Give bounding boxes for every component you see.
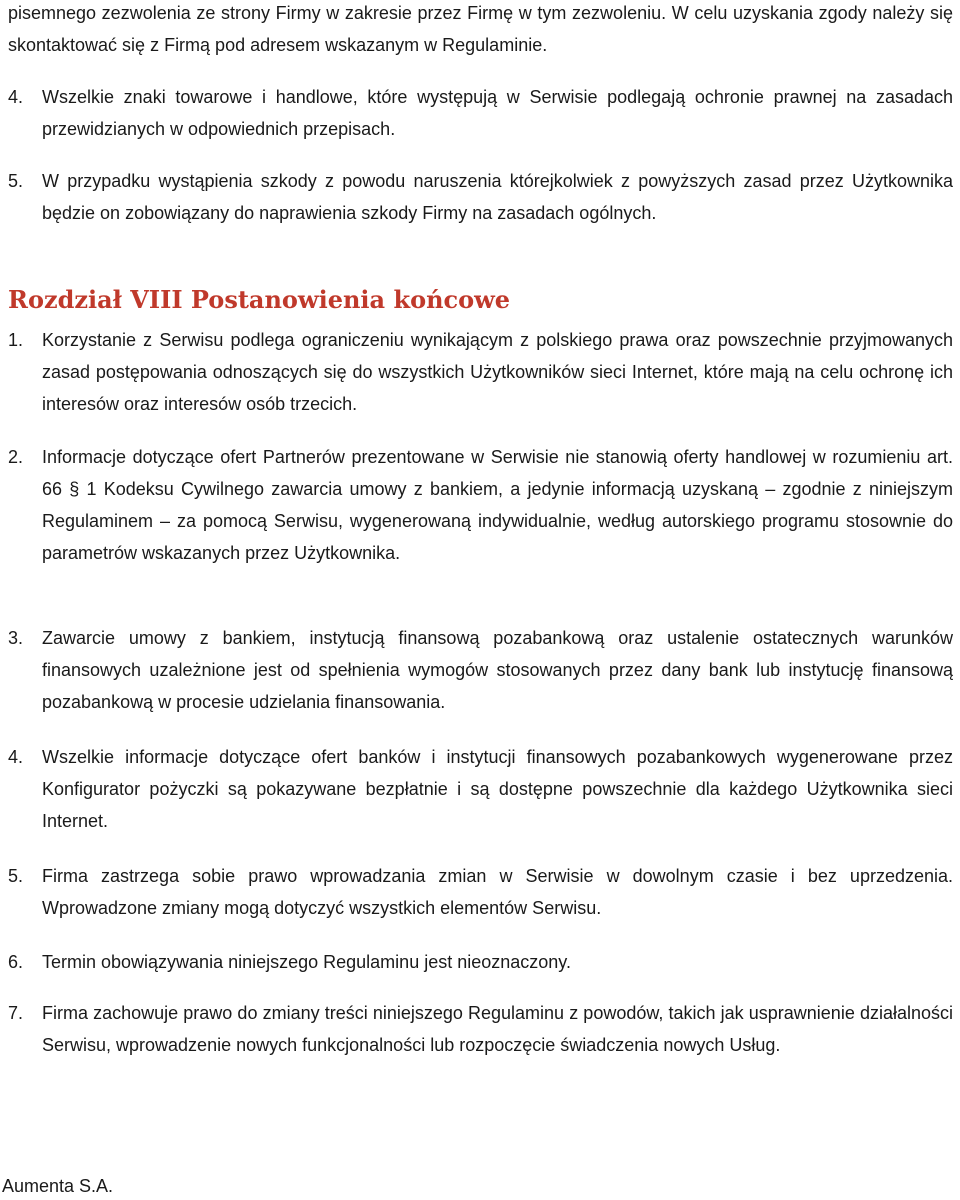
item-number: 2. [8, 447, 24, 467]
item-text: Firma zachowuje prawo do zmiany treści niniejszego Regulaminu z powodów, takich jak usprawnienie działalności Serwisu, wprowadzenie nowych funkcjonalności lub rozpoczęcie świadczenia nowych Usług. [42, 1003, 953, 1055]
item-number: 3. [8, 628, 24, 648]
item-number: 5. [8, 866, 24, 886]
list-item [8, 997, 953, 1061]
section-heading: Rozdział VIII Postanowienia końcowe [8, 285, 511, 314]
list-item [8, 741, 953, 837]
item-text: W przypadku wystąpienia szkody z powodu naruszenia którejkolwiek z powyższych zasad przez Użytkownika będzie on zobowiązany do naprawienia szkody Firmy na zasadach ogólnych. [42, 171, 953, 223]
item-number: 5. [8, 171, 24, 191]
item-text: Informacje dotyczące ofert Partnerów prezentowane w Serwisie nie stanowią oferty handlowej w rozumieniu art. 66 § 1 Kodeksu Cywilnego zawarcia umowy z bankiem, a jedynie informacją uzyskaną – zgodnie z niniejszym Regulaminem – za pomocą Serwisu, wygenerowaną indywidualnie, według autorskiego programu stosownie do parametrów wskazanych przez Użytkownika. [42, 447, 953, 563]
item-text: Zawarcie umowy z bankiem, instytucją finansową pozabankową oraz ustalenie ostatecznych warunków finansowych uzależnione jest od spełnienia wymogów stosowanych przez dany bank lub instytucję finansową pozabankową w procesie udzielania finansowania. [42, 628, 953, 712]
item-text: Firma zastrzega sobie prawo wprowadzania zmian w Serwisie w dowolnym czasie i bez uprzedzenia. Wprowadzone zmiany mogą dotyczyć wszystkich elementów Serwisu. [42, 866, 953, 918]
list-item [8, 81, 953, 145]
item-text: Wszelkie znaki towarowe i handlowe, które występują w Serwisie podlegają ochronie prawnej na zasadach przewidzianych w odpowiednich przepisach. [42, 87, 953, 139]
list-item [8, 165, 953, 229]
item-number: 1. [8, 330, 24, 350]
intro-paragraph: pisemnego zezwolenia ze strony Firmy w zakresie przez Firmę w tym zezwoleniu. W celu uzyskania zgody należy się skontaktować się z Firmą pod adresem wskazanym w Regulaminie. [8, 3, 953, 55]
list-item [8, 324, 953, 420]
footer-company: Aumenta S.A. [2, 1176, 114, 1196]
item-text: Korzystanie z Serwisu podlega ograniczeniu wynikającym z polskiego prawa oraz powszechnie przyjmowanych zasad postępowania odnoszących się do wszystkich Użytkowników sieci Internet, które mają na celu ochronę ich interesów oraz interesów osób trzecich. [42, 330, 953, 414]
item-number: 4. [8, 87, 24, 107]
item-number: 6. [8, 952, 24, 972]
item-number: 7. [8, 1003, 24, 1023]
item-number: 4. [8, 747, 24, 767]
list-item [8, 441, 953, 569]
list-item [8, 860, 953, 924]
list-item [8, 946, 953, 978]
item-text: Termin obowiązywania niniejszego Regulaminu jest nieoznaczony. [42, 952, 571, 972]
item-text: Wszelkie informacje dotyczące ofert banków i instytucji finansowych pozabankowych wygenerowane przez Konfigurator pożyczki są pokazywane bezpłatnie i są dostępne powszechnie dla każdego Użytkownika sieci Internet. [42, 747, 953, 831]
list-item [8, 622, 953, 718]
